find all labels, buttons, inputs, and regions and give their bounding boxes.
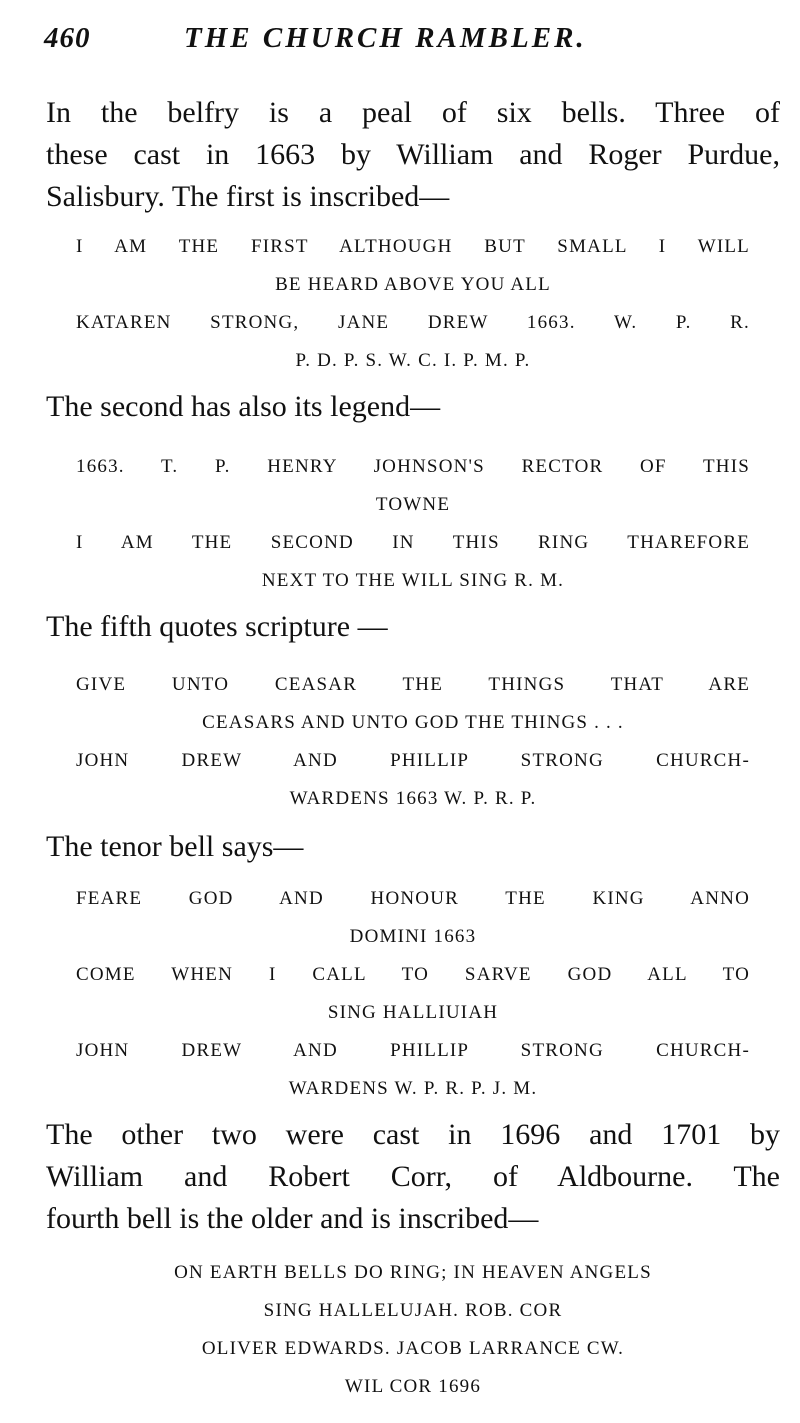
paragraph-line: these cast in 1663 by William and Roger Purdue, (46, 138, 780, 171)
paragraph-line: In the belfry is a peal of six bells. Three of (46, 96, 780, 129)
paragraph-line: fourth bell is the older and is inscribed— (46, 1202, 539, 1235)
inscription-line: GIVE UNTO CEASAR THE THINGS THAT ARE (76, 674, 750, 695)
inscription-line: SING HALLIUIAH (327, 1002, 499, 1023)
inscription-line: 1663. T. P. HENRY JOHNSON'S RECTOR OF THIS (76, 456, 750, 477)
inscription-line: I AM THE FIRST ALTHOUGH BUT SMALL I WILL (76, 236, 750, 257)
inscription-line: JOHN DREW AND PHILLIP STRONG CHURCH- (76, 1040, 750, 1061)
inscription-line: JOHN DREW AND PHILLIP STRONG CHURCH- (76, 750, 750, 771)
paragraph-line: Salisbury. The first is inscribed— (46, 180, 450, 213)
paragraph-line: William and Robert Corr, of Aldbourne. The (46, 1160, 780, 1193)
inscription-line: WARDENS 1663 W. P. R. P. (289, 788, 537, 809)
inscription-line: WIL COR 1696 (344, 1376, 482, 1397)
paragraph-line: The fifth quotes scripture — (46, 610, 388, 643)
inscription-line: I AM THE SECOND IN THIS RING THAREFORE (76, 532, 750, 553)
paragraph-line: The other two were cast in 1696 and 1701 by (46, 1118, 780, 1151)
running-title: THE CHURCH RAMBLER. (184, 22, 587, 54)
inscription-line: TOWNE (375, 494, 451, 515)
inscription-line: COME WHEN I CALL TO SARVE GOD ALL TO (76, 964, 750, 985)
inscription-line: FEARE GOD AND HONOUR THE KING ANNO (76, 888, 750, 909)
inscription-line: OLIVER EDWARDS. JACOB LARRANCE CW. (201, 1338, 625, 1359)
inscription-line: NEXT TO THE WILL SING R. M. (261, 570, 565, 591)
inscription-line: DOMINI 1663 (349, 926, 477, 947)
inscription-line: KATAREN STRONG, JANE DREW 1663. W. P. R. (76, 312, 750, 333)
paragraph-line: The tenor bell says— (46, 830, 304, 863)
paragraph-line: The second has also its legend— (46, 390, 441, 423)
inscription-line: ON EARTH BELLS DO RING; IN HEAVEN ANGELS (174, 1262, 652, 1283)
page-number: 460 (44, 22, 91, 54)
inscription-line: BE HEARD ABOVE YOU ALL (275, 274, 551, 295)
page-header (44, 22, 764, 62)
inscription-line: WARDENS W. P. R. P. J. M. (288, 1078, 538, 1099)
inscription-line: P. D. P. S. W. C. I. P. M. P. (295, 350, 531, 371)
inscription-line: SING HALLELUJAH. ROB. COR (263, 1300, 563, 1321)
inscription-line: CEASARS AND UNTO GOD THE THINGS . . . (202, 712, 624, 733)
